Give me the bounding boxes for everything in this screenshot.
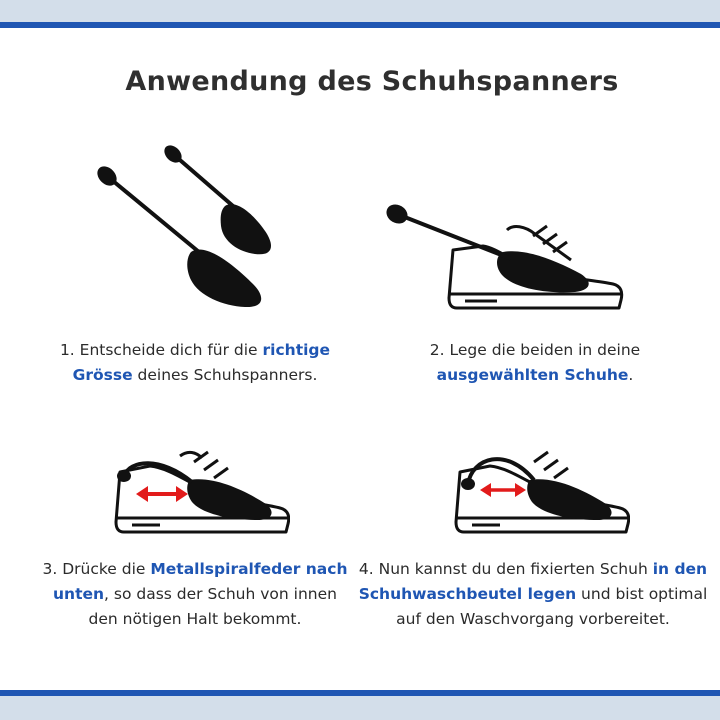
step-4-text: 4. Nun kannst du den fixierten Schuh	[358, 560, 653, 578]
step-2-text: 2. Lege die beiden in deine	[429, 341, 641, 359]
page-title: Anwendung des Schuhspanners	[125, 66, 619, 97]
top-band-blue	[0, 22, 720, 28]
shoe-trees-icon	[95, 140, 275, 315]
bottom-band-light	[0, 696, 720, 720]
compress-spring-icon	[110, 440, 290, 540]
step-2-text-end: .	[628, 366, 634, 384]
step-3-text-end: , so dass der Schuh von innen den nötigen Halt bekommt.	[88, 585, 337, 628]
step-1-caption	[40, 338, 350, 388]
step-1-text: 1. Entscheide dich für die	[59, 341, 263, 359]
step-4-caption	[358, 557, 708, 632]
step-3-highlight: Metallspiralfeder nach unten	[53, 560, 348, 603]
step-1-highlight: richtige Grösse	[72, 341, 331, 384]
step-3-caption	[40, 557, 350, 632]
step-4-highlight: in den Schuhwaschbeutel legen	[358, 560, 708, 603]
top-band-light	[0, 0, 720, 22]
shoe-tree-in-shoe-icon	[385, 200, 625, 315]
step-3-text: 3. Drücke die	[42, 560, 151, 578]
step-2-caption	[390, 338, 680, 388]
fixed-shoe-icon	[450, 440, 630, 540]
step-4-text-end: und bist optimal auf den Waschvorgang vorbereitet.	[396, 585, 708, 628]
step-2-highlight: ausgewählten Schuhe	[436, 366, 629, 384]
step-1-text-end: deines Schuhspanners.	[132, 366, 318, 384]
